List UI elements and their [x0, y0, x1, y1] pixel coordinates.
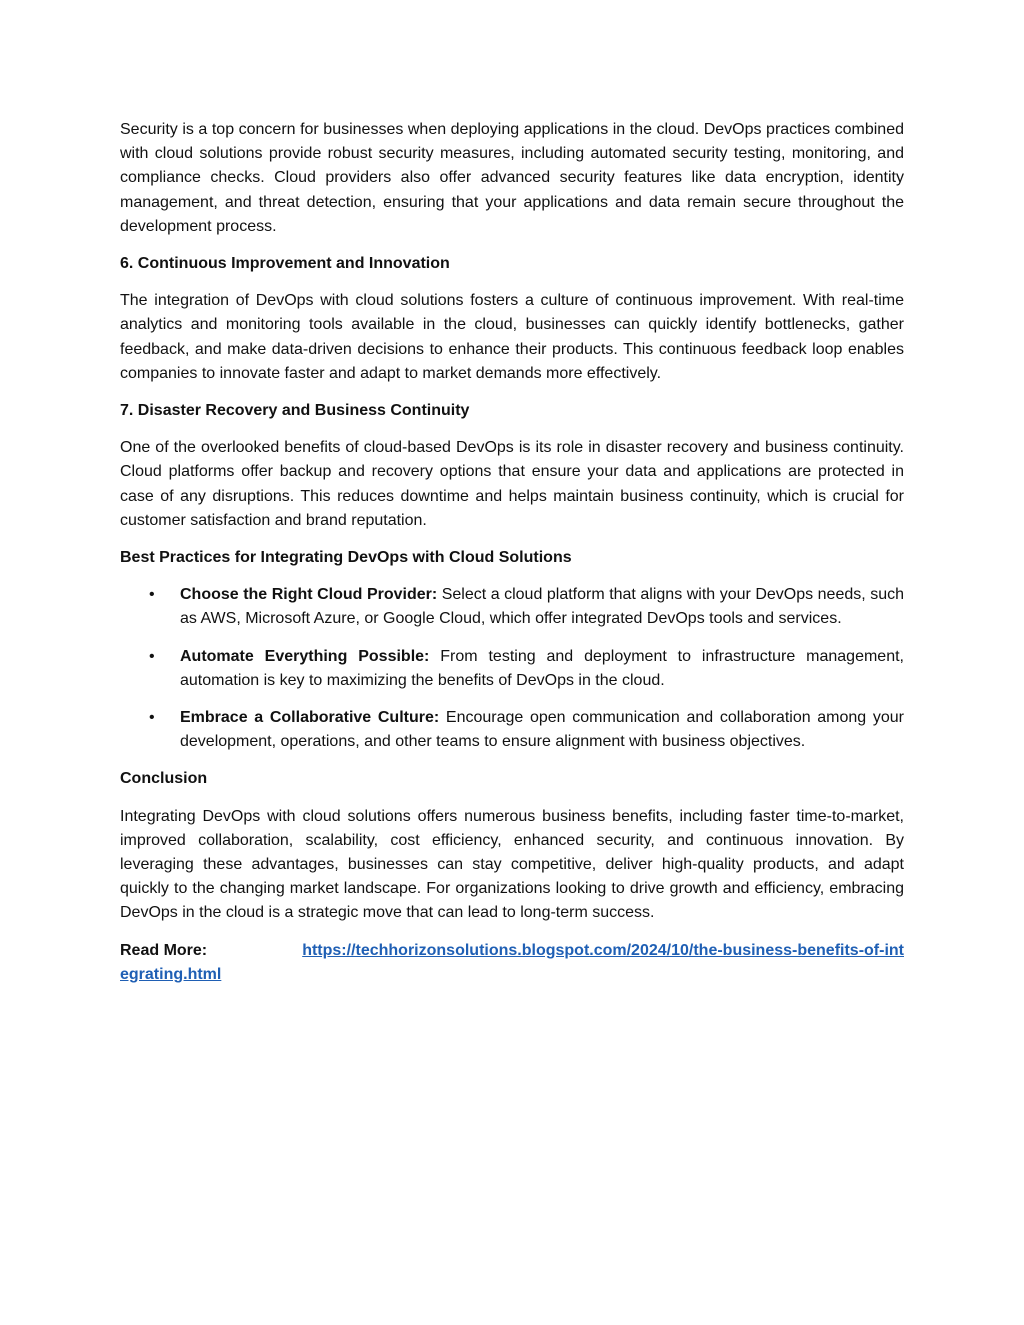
list-item-title: Embrace a Collaborative Culture:: [180, 709, 440, 727]
list-item: [120, 583, 904, 631]
list-item-text: From testing and deployment to infrastructure management, automation is key to maximizing the benefits of DevOps in the cloud.: [180, 647, 904, 689]
conclusion-heading: Conclusion: [120, 770, 208, 788]
document-page: [120, 118, 904, 987]
read-more: [120, 939, 904, 987]
bullet-icon: •: [149, 647, 155, 665]
list-item-title: Choose the Right Cloud Provider:: [180, 586, 438, 604]
disaster-recovery-heading: 7. Disaster Recovery and Business Continuity: [120, 402, 470, 420]
list-item-title: Automate Everything Possible:: [180, 647, 430, 665]
best-practices-list: [120, 583, 904, 754]
disaster-recovery-paragraph: One of the overlooked benefits of cloud-based DevOps is its role in disaster recovery and business continuity. Cloud platforms offer backup and recovery options that ensure your data and applications are protected in case of any disruptions. This reduces downtime and helps maintain business continuity, which is crucial for customer satisfaction and brand reputation.: [120, 439, 904, 529]
list-item-text: Encourage open communication and collaboration among your development, operations, and other teams to ensure alignment with business objectives.: [180, 709, 905, 751]
continuous-improvement-heading: 6. Continuous Improvement and Innovation: [120, 255, 450, 273]
read-more-link[interactable]: https://techhorizonsolutions.blogspot.com/2024/10/the-business-benefits-of-integrating.html: [120, 941, 904, 983]
best-practices-heading: Best Practices for Integrating DevOps with Cloud Solutions: [120, 549, 572, 567]
list-item-text: Select a cloud platform that aligns with your DevOps needs, such as AWS, Microsoft Azure, or Google Cloud, which offer integrated DevOps tools and services.: [180, 586, 905, 628]
list-item: [120, 645, 904, 693]
list-item: [120, 706, 904, 754]
security-paragraph: Security is a top concern for businesses when deploying applications in the cloud. DevOps practices combined with cloud solutions provide robust security measures, including automated security testing, monitoring, and compliance checks. Cloud providers also offer advanced security features like data encryption, identity management, and threat detection, ensuring that your applications and data remain secure throughout the development process.: [120, 121, 904, 235]
read-more-label: Read More:: [120, 941, 208, 959]
conclusion-paragraph: Integrating DevOps with cloud solutions offers numerous business benefits, including faster time-to-market, improved collaboration, scalability, cost efficiency, enhanced security, and continuous innovation. By leveraging these advantages, businesses can stay competitive, deliver high-quality products, and adapt quickly to the changing market landscape. For organizations looking to drive growth and efficiency, embracing DevOps in the cloud is a strategic move that can lead to long-term success.: [120, 807, 904, 922]
bullet-icon: •: [149, 586, 155, 604]
bullet-icon: •: [149, 709, 155, 727]
continuous-improvement-paragraph: The integration of DevOps with cloud solutions fosters a culture of continuous improvement. With real-time analytics and monitoring tools available in the cloud, businesses can quickly identify bottlenecks, gather feedback, and make data-driven decisions to enhance their products. This continuous feedback loop enables companies to innovate faster and adapt to market demands more effectively.: [120, 292, 904, 382]
